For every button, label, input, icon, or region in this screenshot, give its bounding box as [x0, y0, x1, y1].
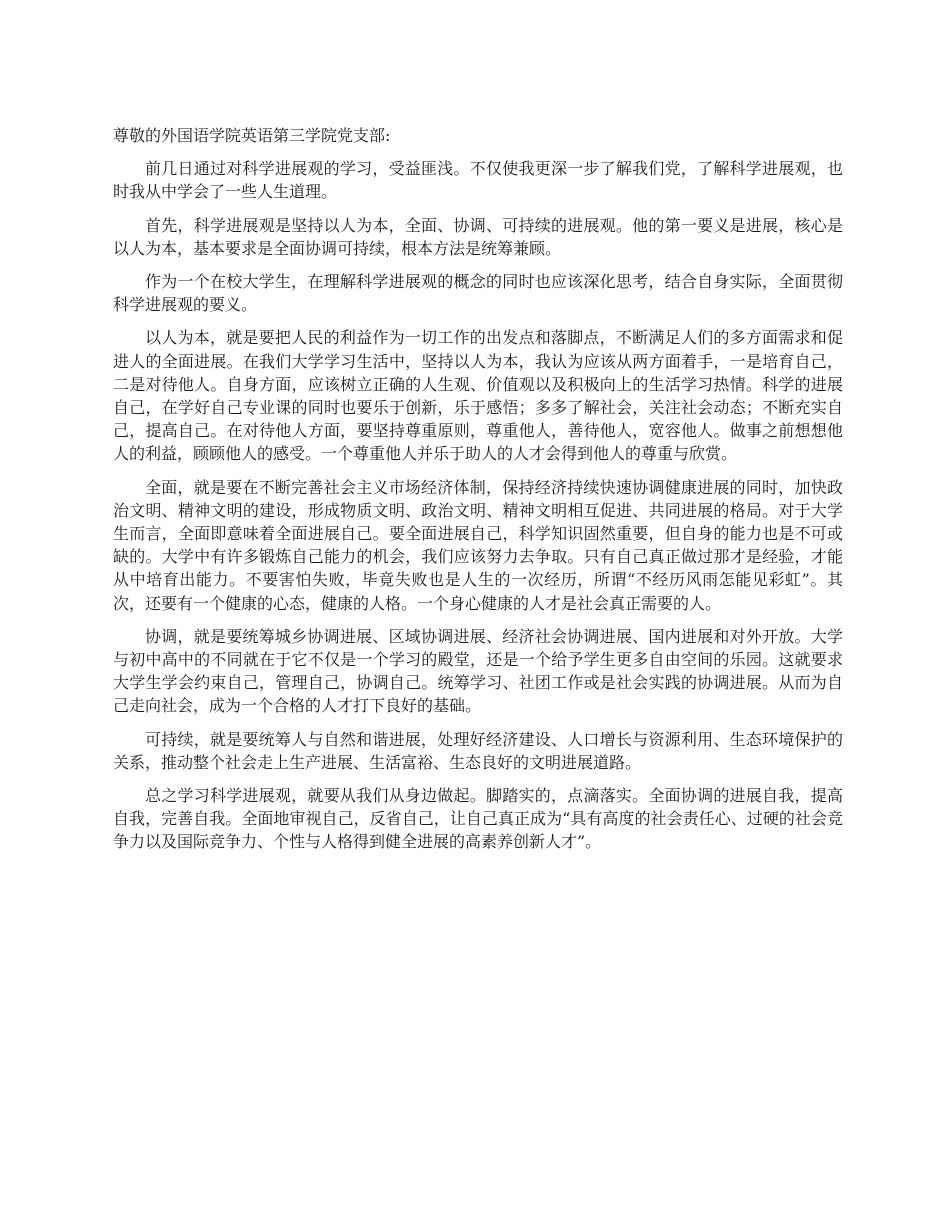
paragraph-coordinated: 协调，就是要统筹城乡协调进展、区域协调进展、经济社会协调进展、国内进展和对外开放。大学与初中高中的不同就在于它不仅是一个学习的殿堂，还是一个给予学生更多自由空间的乐园。这就要求大学生学会约束自己，管理自己，协调自己。统筹学习、社团工作或是社会实践的协调进展。从而为自己走向社会，成为一个合格的人才打下良好的基础。 [113, 626, 843, 716]
paragraph-student-reflection: 作为一个在校大学生，在理解科学进展观的概念的同时也应该深化思考，结合自身实际，全面贯彻科学进展观的要义。 [113, 272, 843, 315]
paragraph-sustainable: 可持续，就是要统筹人与自然和谐进展，处理好经济建设、人口增长与资源利用、生态环境保护的关系，推动整个社会走上生产进展、生活富裕、生态良好的文明进展道路。 [113, 729, 843, 772]
paragraph-people-oriented: 以人为本，就是要把人民的利益作为一切工作的出发点和落脚点，不断满足人们的多方面需求和促进人的全面进展。在我们大学学习生活中，坚持以人为本，我认为应该从两方面着手，一是培育自己，二是对待他人。自身方面，应该树立正确的人生观、价值观以及积极向上的生活学习热情。科学的进展自己，在学好自己专业课的同时也要乐于创新，乐于感悟；多多了解社会，关注社会动态；不断充实自己，提高自己。在对待他人方面，要坚持尊重原则，尊重他人，善待他人，宽容他人。做事之前想想他人的利益，顾顾他人的感受。一个尊重他人并乐于助人的人才会得到他人的尊重与欣赏。 [113, 328, 843, 464]
salutation: 尊敬的外国语学院英语第三学院党支部: [113, 126, 391, 145]
paragraph-comprehensive: 全面，就是要在不断完善社会主义市场经济体制，保持经济持续快速协调健康进展的同时，加快政治文明、精神文明的建设，形成物质文明、政治文明、精神文明相互促进、共同进展的格局。对于大学生而言，全面即意味着全面进展自己。要全面进展自己，科学知识固然重要，但自身的能力也是不可或缺的。大学中有许多锻炼自己能力的机会，我们应该努力去争取。只有自己真正做过那才是经验，才能从中培育出能力。不要害怕失败，毕竟失败也是人生的一次经历，所谓“不经历风雨怎能见彩虹”。其次，还要有一个健康的心态，健康的人格。一个身心健康的人才是社会真正需要的人。 [113, 477, 843, 613]
paragraph-first-point: 首先，科学进展观是坚持以人为本，全面、协调、可持续的进展观。他的第一要义是进展，核心是以人为本，基本要求是全面协调可持续，根本方法是统筹兼顾。 [113, 215, 843, 258]
document-body [113, 124, 843, 864]
paragraph-conclusion: 总之学习科学进展观，就要从我们从身边做起。脚踏实的，点滴落实。全面协调的进展自我，提高自我，完善自我。全面地审视自己，反省自己，让自己真正成为“具有高度的社会责任心、过硬的社会竞争力以及国际竞争力、个性与人格得到健全进展的高素养创新人才”。 [113, 786, 843, 852]
paragraph-intro: 前几日通过对科学进展观的学习，受益匪浅。不仅使我更深一步了解我们党，了解科学进展观，也时我从中学会了一些人生道理。 [113, 159, 843, 202]
